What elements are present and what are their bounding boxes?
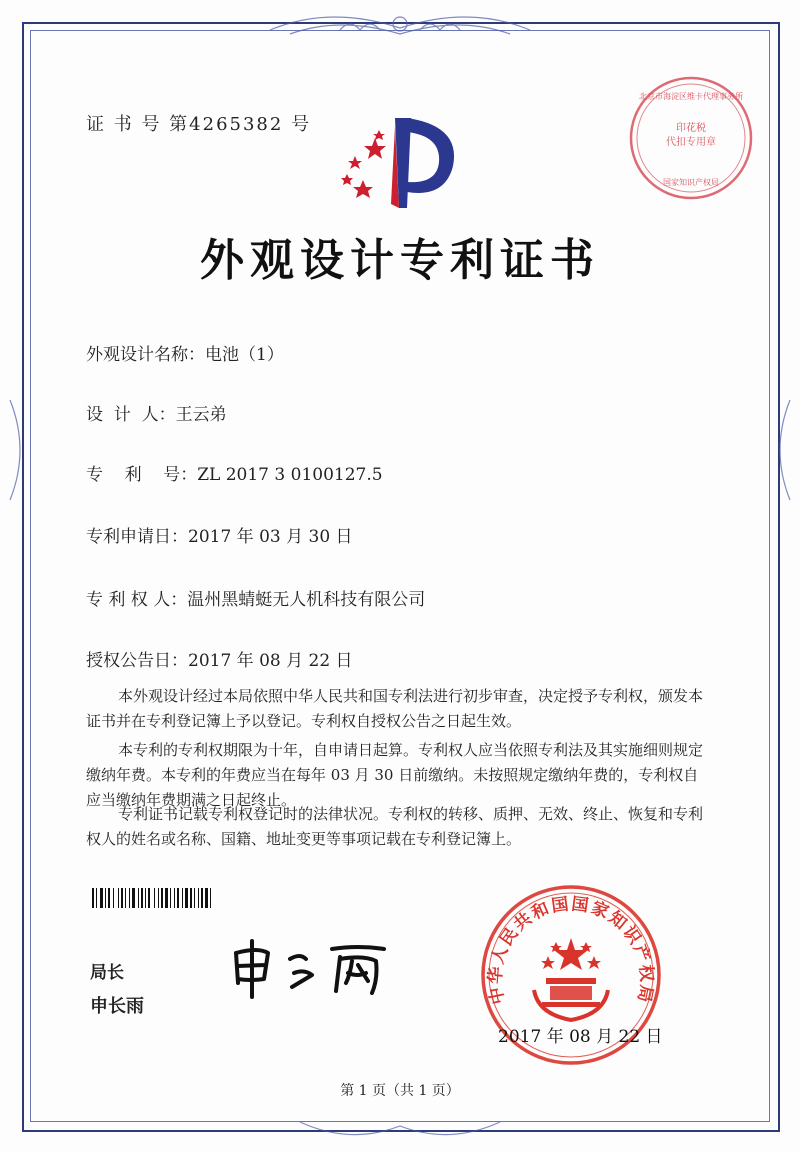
field-design-name — [86, 340, 284, 365]
certificate-paragraph: 本外观设计经过本局依照中华人民共和国专利法进行初步审查，决定授予专利权，颁发本证书并在专利登记簿上予以登记。专利权自授权公告之日起生效。 — [86, 687, 704, 730]
barcode-bar — [108, 888, 110, 908]
stamp-inner-text-1: 印花税 — [676, 123, 706, 134]
barcode-bar — [190, 888, 192, 908]
barcode-bar — [194, 888, 195, 908]
stamp-ring-text: 北京市海淀区维卡代理事务所 — [639, 92, 743, 101]
barcode-bar — [118, 888, 119, 908]
field-value: 2017 年 03 月 30 日 — [188, 527, 353, 547]
barcode-bar — [154, 888, 155, 908]
field-value: 温州黑蜻蜓无人机科技有限公司 — [187, 590, 426, 610]
barcode-bar — [113, 888, 114, 908]
field-label: 外观设计名称： — [86, 345, 205, 365]
barcode-bar — [182, 888, 183, 908]
issue-date: 2017 年 08 月 22 日 — [498, 1027, 663, 1047]
barcode-bar — [185, 888, 188, 908]
barcode-bar — [145, 888, 146, 908]
certificate-number-value: 4265382 — [189, 114, 284, 135]
certificate-number-label: 证 书 号 第 — [86, 114, 190, 135]
field-patentee — [86, 585, 425, 610]
barcode-bar — [174, 888, 175, 908]
stamp-inner-text-2: 代扣专用章 — [666, 137, 716, 148]
barcode-bar — [170, 888, 171, 908]
patent-office-logo — [333, 108, 463, 218]
barcode-bar — [165, 888, 168, 908]
field-value: 2017 年 08 月 22 日 — [188, 651, 353, 671]
page-number: 第 1 页（共 1 页） — [340, 1083, 460, 1099]
barcode-bar — [129, 888, 130, 908]
field-designer — [86, 400, 227, 425]
barcode-bar — [125, 888, 126, 908]
agency-stamp — [626, 73, 756, 203]
certificate-number-suffix: 号 — [291, 114, 312, 135]
director-title: 局长 — [90, 963, 124, 983]
seal-ring-text: 中华人民共和国国家知识产权局 — [485, 894, 657, 1006]
barcode-bar — [148, 888, 150, 908]
barcode-bar — [210, 888, 211, 908]
barcode-bar — [205, 888, 208, 908]
certificate-title: 外观设计专利证书 — [200, 235, 600, 286]
barcode-bar — [161, 888, 163, 908]
field-patent-number — [86, 460, 383, 485]
stamp-bottom-text: 国家知识产权局 — [663, 178, 719, 187]
handwritten-signature — [228, 935, 408, 1005]
barcode-bar — [158, 888, 159, 908]
field-grant-date — [86, 646, 353, 671]
field-label: 专 利 权 人： — [86, 590, 188, 610]
field-value: 王云弟 — [175, 405, 227, 425]
field-label: 授权公告日： — [86, 651, 188, 671]
field-label: 设 计 人： — [86, 405, 176, 425]
barcode-bar — [201, 888, 203, 908]
barcode-bar — [121, 888, 123, 908]
certificate-paragraph: 本专利的专利权期限为十年，自申请日起算。专利权人应当依照专利法及其实施细则规定缴纳年费。本专利的年费应当在每年 03 月 30 日前缴纳。未按照规定缴纳年费的，专利权自应当缴纳年费期满之日起终止。 — [86, 741, 704, 809]
barcode — [92, 888, 302, 908]
field-value: ZL 2017 3 0100127.5 — [197, 465, 383, 485]
barcode-bar — [105, 888, 106, 908]
field-value: 电池（1） — [205, 345, 284, 365]
barcode-bar — [132, 888, 135, 908]
barcode-bar — [96, 888, 97, 908]
director-name: 申长雨 — [90, 996, 144, 1017]
barcode-bar — [92, 888, 94, 908]
certificate-paragraph: 专利证书记载专利权登记时的法律状况。专利权的转移、质押、无效、终止、恢复和专利权人的姓名或名称、国籍、地址变更等事项记载在专利登记簿上。 — [86, 805, 704, 848]
field-application-date — [86, 522, 353, 547]
barcode-bar — [198, 888, 199, 908]
barcode-bar — [138, 888, 139, 908]
barcode-bar — [177, 888, 179, 908]
barcode-bar — [141, 888, 143, 908]
field-label: 专 利 号： — [86, 465, 198, 485]
certificate-number — [86, 110, 311, 136]
field-label: 专利申请日： — [86, 527, 188, 547]
barcode-bar — [100, 888, 103, 908]
